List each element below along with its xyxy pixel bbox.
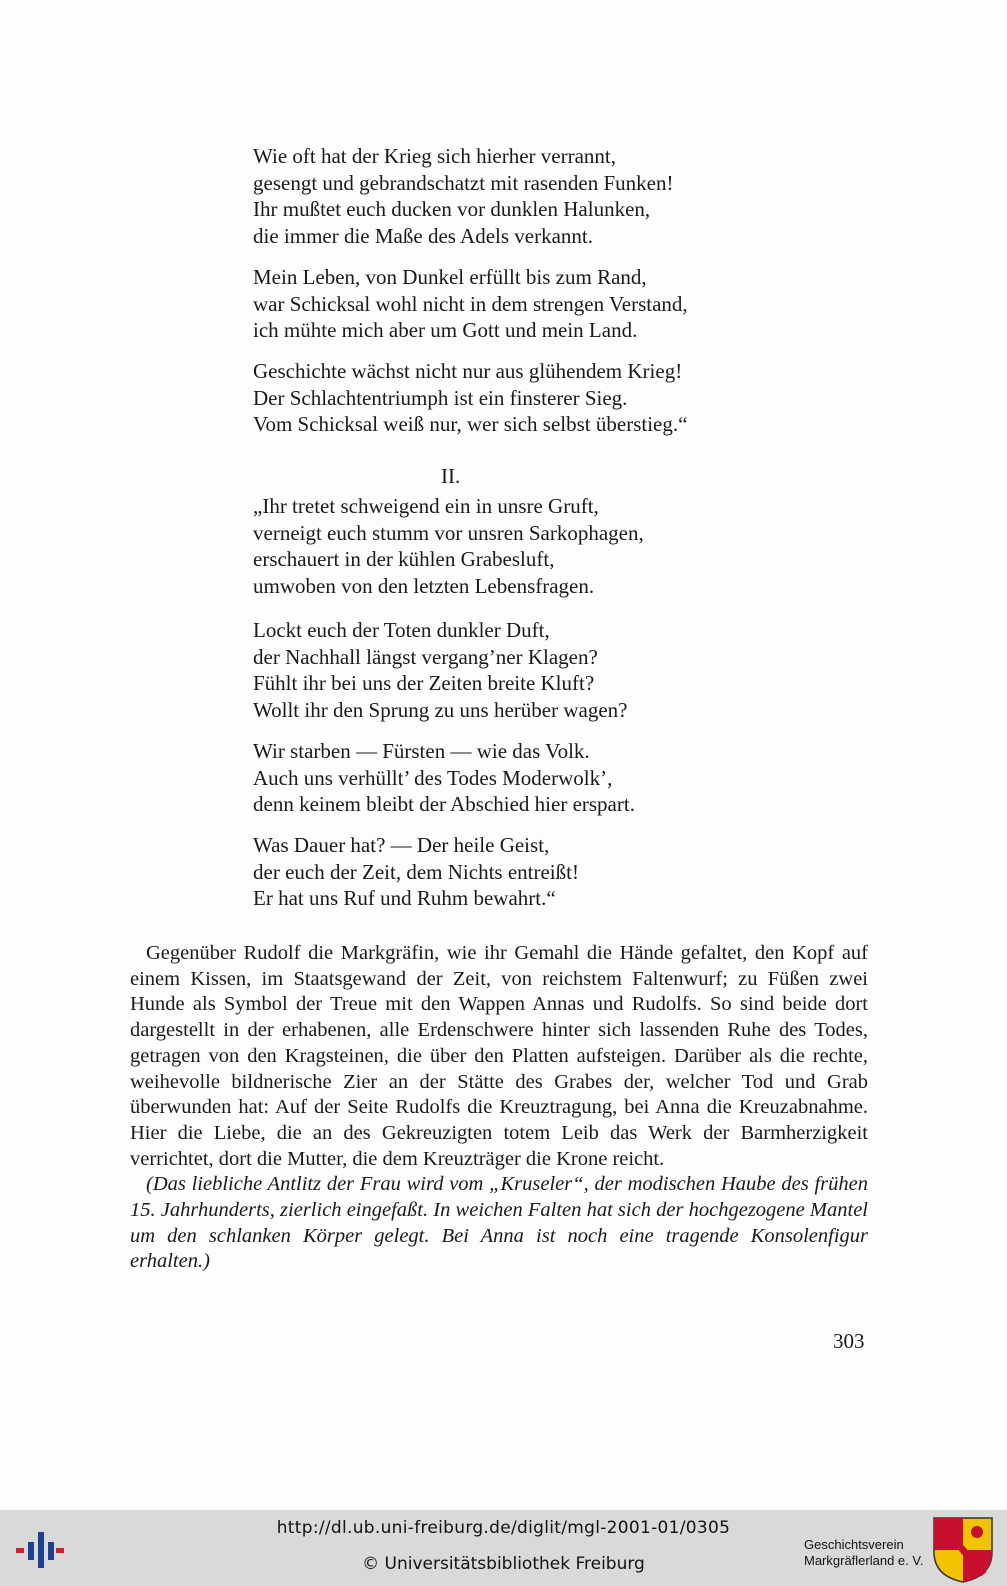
- poem-line: der Nachhall längst vergang’ner Klagen?: [253, 644, 598, 669]
- poem-line: umwoben von den letzten Lebensfragen.: [253, 573, 595, 598]
- poem-line: die immer die Maße des Adels verkannt.: [253, 223, 593, 248]
- poem-line: Der Schlachtentriumph ist ein finsterer Sieg.: [253, 385, 628, 410]
- poem-line: erschauert in der kühlen Grabesluft,: [253, 547, 555, 571]
- poem-line: denn keinem bleibt der Abschied hier erspart.: [253, 792, 635, 816]
- poem-line: Geschichte wächst nicht nur aus glühendem Krieg!: [253, 359, 683, 383]
- poem-line: Was Dauer hat? — Der heile Geist,: [253, 833, 550, 857]
- poem-line: Ihr mußtet euch ducken vor dunklen Halunken,: [253, 197, 651, 221]
- poem-line: Vom Schicksal weiß nur, wer sich selbst überstieg.“: [253, 412, 688, 436]
- poem-part2-stanza3: [253, 738, 635, 818]
- prose-block: [130, 941, 868, 1275]
- copyright-text: © Universitätsbibliothek Freiburg: [362, 1554, 645, 1574]
- coat-of-arms-icon[interactable]: [932, 1516, 994, 1584]
- poem-line: Auch uns verhüllt’ des Todes Moderwolk’,: [253, 765, 613, 790]
- society-name: [804, 1537, 923, 1569]
- poem-line: der euch der Zeit, dem Nichts entreißt!: [253, 859, 579, 884]
- poem-line: ich mühte mich aber um Gott und mein Land.: [253, 318, 638, 342]
- poem-line: Fühlt ihr bei uns der Zeiten breite Kluft?: [253, 671, 595, 695]
- poem-line: Mein Leben, von Dunkel erfüllt bis zum Rand,: [253, 265, 647, 289]
- italic-note: (Das liebliche Antlitz der Frau wird vom „Kruseler“, der modischen Haube des frühen 15. Jahrhunderts, zierlich eingefaßt. In weichen Falten hat sich der hochgezogene Mantel um den schlanken Körper gelegt. Bei Anna ist noch eine tragende Konsolenfigur erhalten.): [130, 1173, 868, 1273]
- poem-part2-stanza4: [253, 832, 579, 912]
- poem-part1-stanza3: [253, 358, 687, 438]
- document-url-link[interactable]: http://dl.ub.uni-freiburg.de/diglit/mgl-2001-01/0305: [276, 1518, 731, 1538]
- poem-part1-stanza1: [253, 143, 673, 249]
- poem-line: Wollt ihr den Sprung zu uns herüber wagen?: [253, 697, 628, 722]
- viewer-footer: [0, 1510, 1007, 1586]
- poem-line: verneigt euch stumm vor unsren Sarkophagen,: [253, 520, 644, 545]
- poem-part2-heading: II.: [441, 464, 461, 488]
- poem-line: Wir starben — Fürsten — wie das Volk.: [253, 739, 590, 763]
- poem-part2-stanza1: [253, 493, 644, 599]
- poem-line: „Ihr tretet schweigend ein in unsre Gruft,: [253, 494, 599, 518]
- poem-line: Lockt euch der Toten dunkler Duft,: [253, 618, 550, 642]
- poem-line: gesengt und gebrandschatzt mit rasenden Funken!: [253, 170, 674, 195]
- poem-line: Wie oft hat der Krieg sich hierher verrannt,: [253, 144, 616, 168]
- society-name-line2: Markgräflerland e. V.: [804, 1553, 924, 1568]
- poem-part2-stanza2: [253, 617, 627, 723]
- poem-line: war Schicksal wohl nicht in dem strengen Verstand,: [253, 291, 688, 316]
- poem-part1-stanza2: [253, 264, 688, 344]
- prose-paragraph: Gegenüber Rudolf die Markgräfin, wie ihr Gemahl die Hände gefaltet, den Kopf auf einem Kissen, im Staatsgewand der Zeit, von reichstem Faltenwurf; zu Füßen zwei Hunde als Symbol der Treue mit den Wappen Annas und Rudolfs. So sind beide dort dargestellt in der erhabenen, alle Erdenschwere hinter sich lassenden Ruhe des Todes, getragen von den Kragsteinen, die über den Platten aufsteigen. Darüber als die rechte, weihevolle bildnerische Zier an der Stätte des Grabes der, welcher Tod und Grab überwunden hat: Auf der Seite Rudolfs die Kreuztragung, bei Anna die Kreuzabnahme. Hier die Liebe, die an des Gekreuzigten totem Leib das Werk der Barmherzigkeit verrichtet, dort die Mutter, die dem Kreuzträger die Krone reicht.: [130, 942, 868, 1170]
- society-name-line1: Geschichtsverein: [804, 1537, 904, 1552]
- poem-line: Er hat uns Ruf und Ruhm bewahrt.“: [253, 886, 556, 910]
- page-number: 303: [833, 1329, 865, 1353]
